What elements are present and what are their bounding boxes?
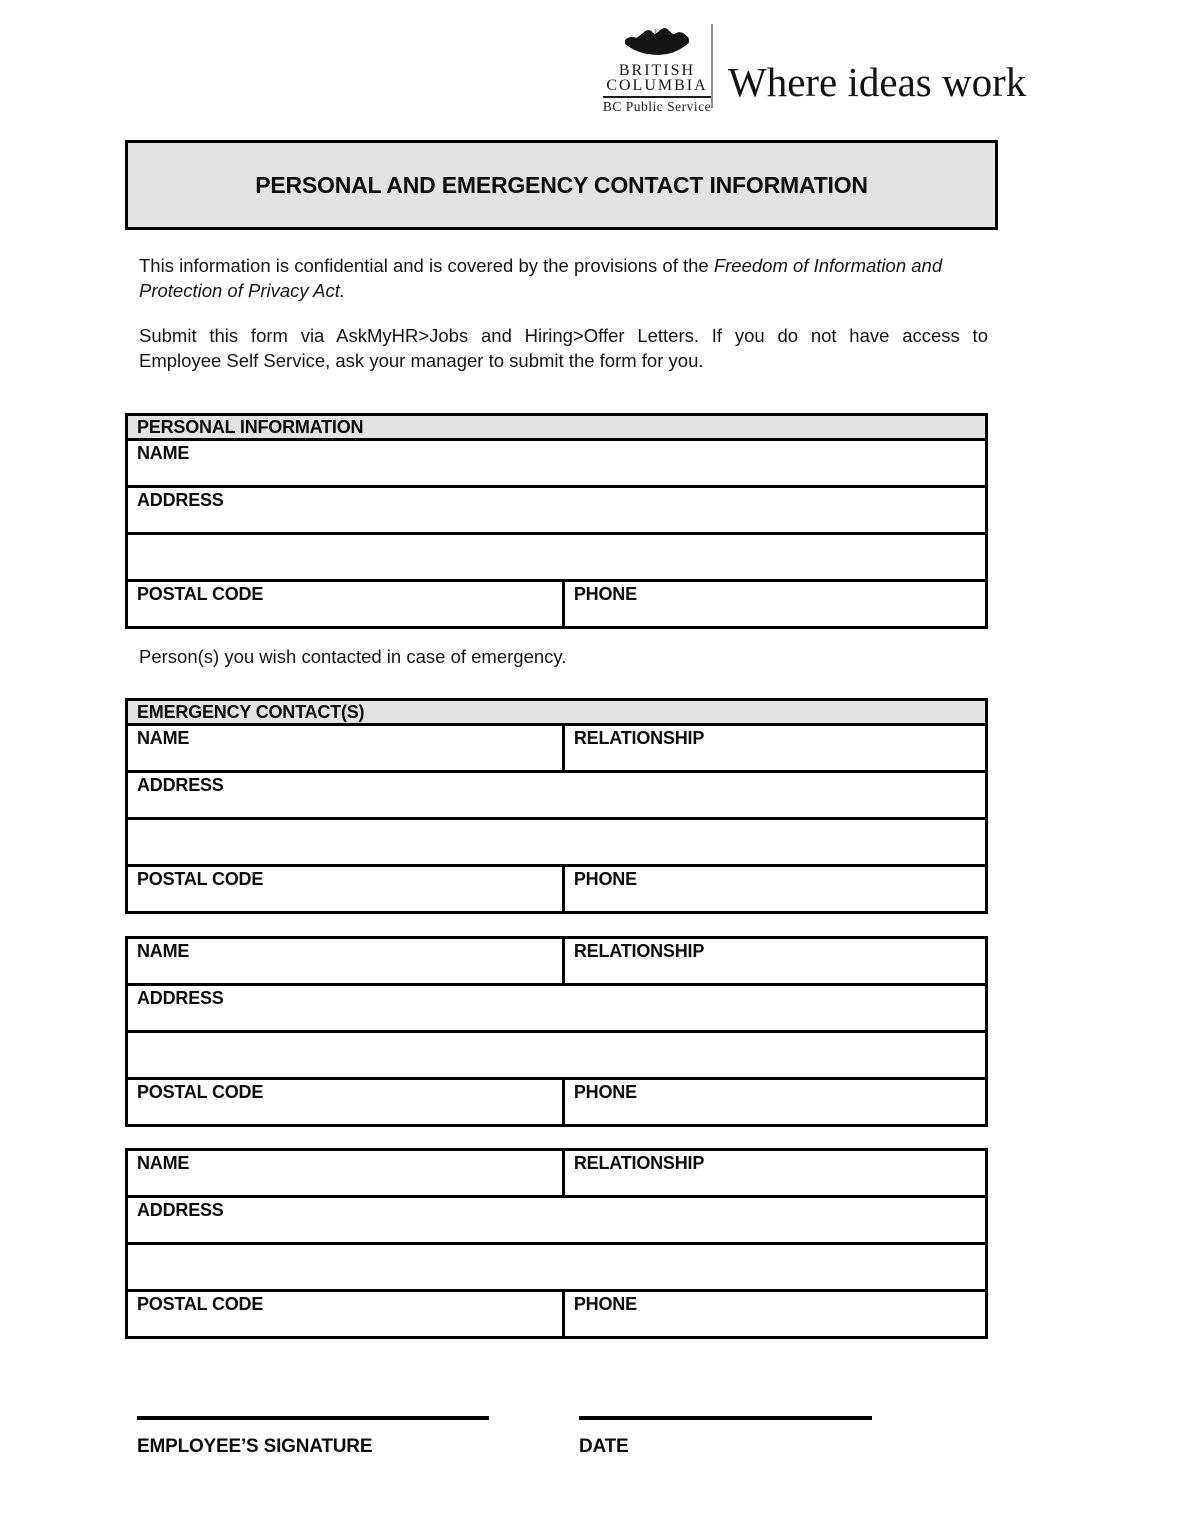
contact2-name-field[interactable] — [127, 938, 564, 985]
contact3-postal-code-field[interactable] — [127, 1291, 564, 1338]
brand-tagline: Where ideas work — [728, 59, 1027, 105]
submission-text-line1: Submit this form via AskMyHR>Jobs and Hiring>Offer Letters. If you do not have access to — [139, 325, 988, 346]
contact1-postal-code-label: POSTAL CODE — [137, 869, 264, 889]
employee-signature-label: EMPLOYEE’S SIGNATURE — [137, 1436, 373, 1457]
bc-government-logo — [597, 15, 717, 114]
contact1-address-field[interactable] — [127, 772, 987, 819]
logo-subtitle: BC Public Service — [602, 99, 712, 114]
contact2-address-line2-field[interactable] — [127, 1032, 987, 1079]
date-line[interactable] — [579, 1416, 872, 1420]
contact3-relationship-label: RELATIONSHIP — [573, 1153, 705, 1173]
form-title-bar — [125, 140, 998, 230]
contact2-phone-field[interactable] — [563, 1079, 986, 1126]
confidentiality-text: This information is confidential and is covered by the provisions of the — [139, 255, 714, 276]
personal-address-line2-field[interactable] — [127, 534, 987, 581]
contact1-name-field[interactable] — [127, 725, 564, 772]
contact1-name-label: NAME — [137, 728, 190, 748]
contact3-phone-field[interactable] — [563, 1291, 986, 1338]
personal-information-section-header — [127, 415, 987, 440]
emergency-contact-1-table — [125, 698, 988, 914]
contact2-relationship-field[interactable] — [563, 938, 986, 985]
submission-paragraph — [139, 324, 988, 373]
emergency-note: Person(s) you wish contacted in case of emergency. — [139, 646, 567, 667]
contact1-address-label: ADDRESS — [137, 775, 224, 795]
personal-address-label: ADDRESS — [137, 490, 224, 510]
emergency-contacts-section-header — [127, 700, 987, 725]
contact2-address-label: ADDRESS — [137, 988, 224, 1008]
contact3-address-line2-field[interactable] — [127, 1244, 987, 1291]
emergency-contacts-header-label: EMERGENCY CONTACT(S) — [137, 702, 365, 722]
contact1-phone-label: PHONE — [573, 869, 637, 889]
contact3-name-label: NAME — [137, 1153, 190, 1173]
brand-divider-line — [711, 24, 713, 108]
personal-phone-field[interactable] — [563, 581, 986, 628]
contact3-postal-code-label: POSTAL CODE — [137, 1294, 264, 1314]
contact3-relationship-field[interactable] — [563, 1150, 986, 1197]
contact2-phone-label: PHONE — [573, 1082, 637, 1102]
date-label: DATE — [579, 1436, 629, 1457]
employee-signature-line[interactable] — [137, 1416, 489, 1420]
contact1-relationship-label: RELATIONSHIP — [573, 728, 705, 748]
contact1-phone-field[interactable] — [563, 866, 986, 913]
contact3-phone-label: PHONE — [573, 1294, 637, 1314]
logo-text-british: BRITISH — [618, 62, 696, 79]
personal-postal-code-label: POSTAL CODE — [137, 584, 264, 604]
contact2-postal-code-label: POSTAL CODE — [137, 1082, 264, 1102]
contact3-address-label: ADDRESS — [137, 1200, 224, 1220]
form-title: PERSONAL AND EMERGENCY CONTACT INFORMATION — [255, 171, 868, 198]
personal-name-field[interactable] — [127, 440, 987, 487]
contact2-name-label: NAME — [137, 941, 190, 961]
contact3-name-field[interactable] — [127, 1150, 564, 1197]
contact2-postal-code-field[interactable] — [127, 1079, 564, 1126]
personal-information-header-label: PERSONAL INFORMATION — [137, 417, 364, 437]
contact1-address-line2-field[interactable] — [127, 819, 987, 866]
personal-postal-code-field[interactable] — [127, 581, 564, 628]
contact3-address-field[interactable] — [127, 1197, 987, 1244]
confidentiality-paragraph — [139, 254, 988, 303]
personal-information-table — [125, 413, 988, 629]
logo-rule — [603, 96, 711, 98]
contact1-postal-code-field[interactable] — [127, 866, 564, 913]
brand-header — [0, 0, 1187, 130]
submission-text-line2: Employee Self Service, ask your manager to submit the form for you. — [139, 349, 704, 371]
emergency-contact-3-table — [125, 1148, 988, 1339]
personal-address-field[interactable] — [127, 487, 987, 534]
logo-text-columbia: COLUMBIA — [606, 77, 708, 94]
emergency-contact-2-table — [125, 936, 988, 1127]
privacy-act-reference-line2: Protection of Privacy Act. — [139, 279, 345, 301]
personal-name-label: NAME — [137, 443, 190, 463]
contact2-address-field[interactable] — [127, 985, 987, 1032]
privacy-act-reference-line1: Freedom of Information and — [713, 255, 943, 276]
contact2-relationship-label: RELATIONSHIP — [573, 941, 705, 961]
personal-phone-label: PHONE — [573, 584, 637, 604]
contact1-relationship-field[interactable] — [563, 725, 986, 772]
bc-sunburst-mountains-logo-icon — [623, 15, 691, 62]
